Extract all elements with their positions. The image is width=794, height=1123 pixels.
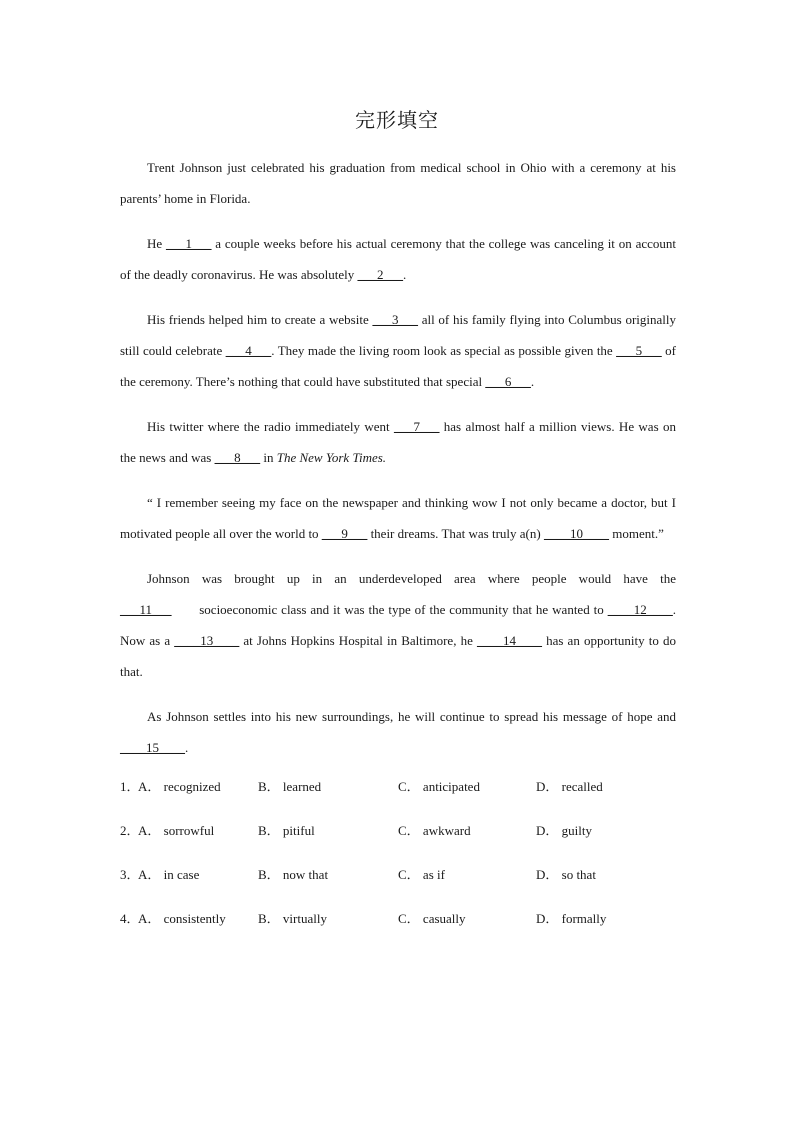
blank-11: ___11___ xyxy=(120,602,172,617)
option-d: D． recalled xyxy=(536,779,603,794)
blank-2: ___2___ xyxy=(357,267,404,282)
option-d: D． so that xyxy=(536,867,596,882)
text: all of his family flying into Columbus originally still could celebrate xyxy=(120,312,676,358)
source-name: The New York Times. xyxy=(276,450,387,465)
paragraph-6 xyxy=(120,563,676,687)
text: in xyxy=(260,450,277,465)
question-row xyxy=(120,909,676,953)
question-number: 3． xyxy=(120,867,140,882)
question-list xyxy=(120,777,676,953)
text: His twitter where the radio immediately went xyxy=(147,419,394,434)
text: moment.” xyxy=(608,526,664,541)
blank-3: ___3___ xyxy=(372,312,418,327)
question-row xyxy=(120,821,676,865)
passage xyxy=(120,152,676,953)
blank-14: ____14____ xyxy=(476,633,542,648)
text: . They made the living room look as special as possible given the xyxy=(271,343,617,358)
text: . Now as a xyxy=(120,602,676,648)
option-b: B． virtually xyxy=(258,911,327,926)
option-a: A． consistently xyxy=(138,911,226,926)
text: has almost half a million views. He was on the news and was xyxy=(120,419,676,465)
text: at Johns Hopkins Hospital in Baltimore, he xyxy=(239,633,477,648)
text: socioeconomic class and it was the type of the community that he wanted to xyxy=(171,602,608,617)
option-b: B． learned xyxy=(258,779,322,794)
text: . xyxy=(403,267,407,282)
paragraph-7 xyxy=(120,701,676,763)
blank-9: ___9___ xyxy=(321,526,368,541)
paragraph-1: Trent Johnson just celebrated his graduation from medical school in Ohio with a ceremony at his parents’ home in Florida. xyxy=(120,160,676,206)
question-row xyxy=(120,777,676,821)
blank-10: ____10____ xyxy=(543,526,609,541)
text: of the ceremony. There’s nothing that could have substituted that special xyxy=(120,343,676,389)
option-a: A． recognized xyxy=(138,779,221,794)
blank-13: ____13____ xyxy=(174,633,240,648)
page-title: 完形填空 xyxy=(355,108,439,132)
option-c: C． awkward xyxy=(398,823,471,838)
option-d: D． formally xyxy=(536,911,607,926)
option-b: B． now that xyxy=(258,867,329,882)
blank-6: ___6___ xyxy=(485,374,531,389)
blank-12: ____12____ xyxy=(607,602,673,617)
paragraph-4 xyxy=(120,411,676,473)
option-d: D． guilty xyxy=(536,823,592,838)
text: . xyxy=(185,740,189,755)
blank-5: ___5___ xyxy=(616,343,662,358)
blank-15: ____15____ xyxy=(120,740,185,755)
text: “ I remember seeing my face on the newspaper and thinking wow I not only became a doctor, but I motivated people all over the world to xyxy=(120,495,676,541)
option-c: C． anticipated xyxy=(398,779,480,794)
text: His friends helped him to create a website xyxy=(147,312,373,327)
option-a: A． in case xyxy=(138,867,200,882)
option-c: C． casually xyxy=(398,911,466,926)
text: Johnson was brought up in an underdeveloped area where people would have the xyxy=(147,571,676,586)
text: has an opportunity to do that. xyxy=(120,633,676,679)
question-row xyxy=(120,865,676,909)
paragraph-3 xyxy=(120,304,676,397)
option-c: C． as if xyxy=(398,867,445,882)
blank-1: ___1___ xyxy=(165,236,212,251)
text: As Johnson settles into his new surroundings, he will continue to spread his message of hope and xyxy=(147,709,676,724)
option-a: A． sorrowful xyxy=(138,823,215,838)
paragraph-5 xyxy=(120,487,676,549)
option-b: B． pitiful xyxy=(258,823,315,838)
blank-8: ___8___ xyxy=(214,450,261,465)
blank-7: ___7___ xyxy=(393,419,440,434)
question-number: 4． xyxy=(120,911,140,926)
paragraph-2 xyxy=(120,228,676,290)
question-number: 2． xyxy=(120,823,140,838)
text: He xyxy=(147,236,166,251)
text: their dreams. That was truly a(n) xyxy=(367,526,544,541)
text: a couple weeks before his actual ceremony that the college was canceling it on account of the deadly coronavirus. He was absolutely xyxy=(120,236,676,282)
blank-4: ___4___ xyxy=(225,343,272,358)
question-number: 1． xyxy=(120,779,140,794)
text: . xyxy=(530,374,535,389)
